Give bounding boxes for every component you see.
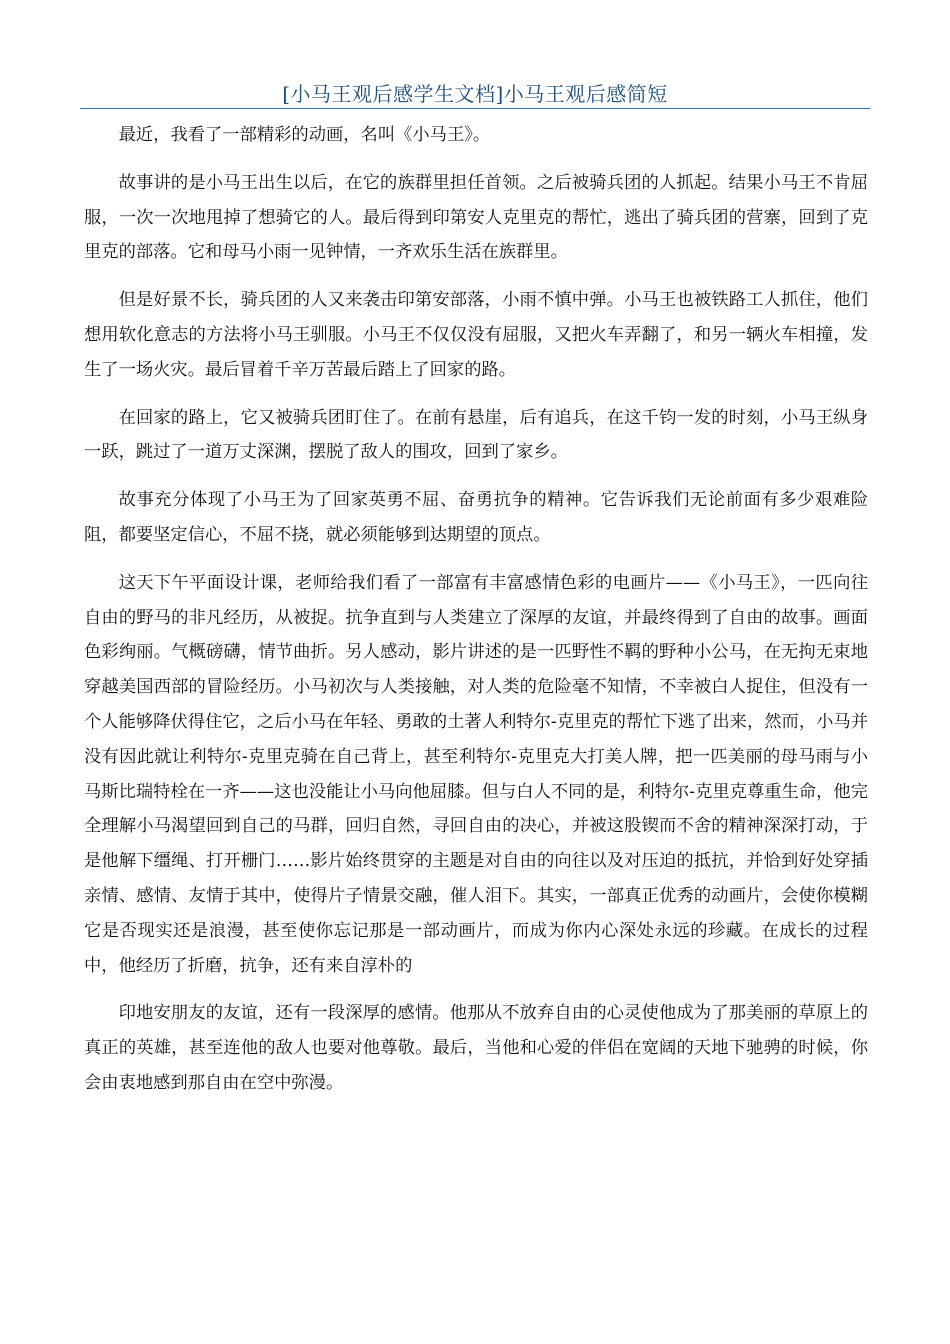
document-body [84,118,868,1114]
paragraph: 印地安朋友的友谊，还有一段深厚的感情。他那从不放弃自由的心灵使他成为了那美丽的草原上的真正的英雄，甚至连他的敌人也要对他尊敬。最后，当他和心爱的伴侣在宽阔的天地下驰骋的时候，你会由衷地感到那自由在空中弥漫。 [84,1003,868,1093]
paragraph: 最近，我看了一部精彩的动画，名叫《小马王》。 [118,125,491,145]
paragraph: 这天下午平面设计课，老师给我们看了一部富有丰富感情色彩的电画片——《小马王》，一匹向往自由的野马的非凡经历，从被捉。抗争直到与人类建立了深厚的友谊，并最终得到了自由的故事。画面色彩绚丽。气概磅礴，情节曲折。另人感动，影片讲述的是一匹野性不羁的野种小公马，在无拘无束地穿越美国西部的冒险经历。小马初次与人类接触，对人类的危险毫不知情，不幸被白人捉住，但没有一个人能够降伏得住它，之后小马在年轻、勇敢的土著人利特尔-克里克的帮忙下逃了出来，然而，小马并没有因此就让利特尔-克里克骑在自己背上，甚至利特尔-克里克大打美人牌，把一匹美丽的母马雨与小马斯比瑞特栓在一齐——这也没能让小马向他屈膝。但与白人不同的是，利特尔-克里克尊重生命，他完全理解小马渴望回到自己的马群，回归自然，寻回自由的决心，并被这股锲而不舍的精神深深打动，于是他解下缰绳、打开栅门……影片始终贯穿的主题是对自由的向往以及对压迫的抵抗，并恰到好处穿插亲情、感情、友情于其中，使得片子情景交融，催人泪下。其实，一部真正优秀的动画片，会使你模糊它是否现实还是浪漫，甚至使你忘记那是一部动画片，而成为你内心深处永远的珍藏。在成长的过程中，他经历了折磨，抗争，还有来自淳朴的 [84,572,868,976]
paragraph: 在回家的路上，它又被骑兵团盯住了。在前有悬崖，后有追兵，在这千钧一发的时刻，小马王纵身一跃，跳过了一道万丈深渊，摆脱了敌人的围攻，回到了家乡。 [84,407,868,463]
header-divider [80,108,870,109]
paragraph: 故事充分体现了小马王为了回家英勇不屈、奋勇抗争的精神。它告诉我们无论前面有多少艰难险阻，都要坚定信心，不屈不挠，就必须能够到达期望的顶点。 [84,490,868,545]
paragraph: 故事讲的是小马王出生以后，在它的族群里担任首领。之后被骑兵团的人抓起。结果小马王不肯屈服，一次一次地甩掉了想骑它的人。最后得到印第安人克里克的帮忙，逃出了骑兵团的营寨，回到了克里克的部落。它和母马小雨一见钟情，一齐欢乐生活在族群里。 [84,172,868,263]
page-header-title: [小马王观后感学生文档]小马王观后感简短 [282,82,668,106]
paragraph: 但是好景不长，骑兵团的人又来袭击印第安部落，小雨不慎中弹。小马王也被铁路工人抓住，他们想用软化意志的方法将小马王驯服。小马王不仅仅没有屈服，又把火车弄翻了，和另一辆火车相撞，发生了一场火灾。最后冒着千辛万苦最后踏上了回家的路。 [84,290,868,380]
